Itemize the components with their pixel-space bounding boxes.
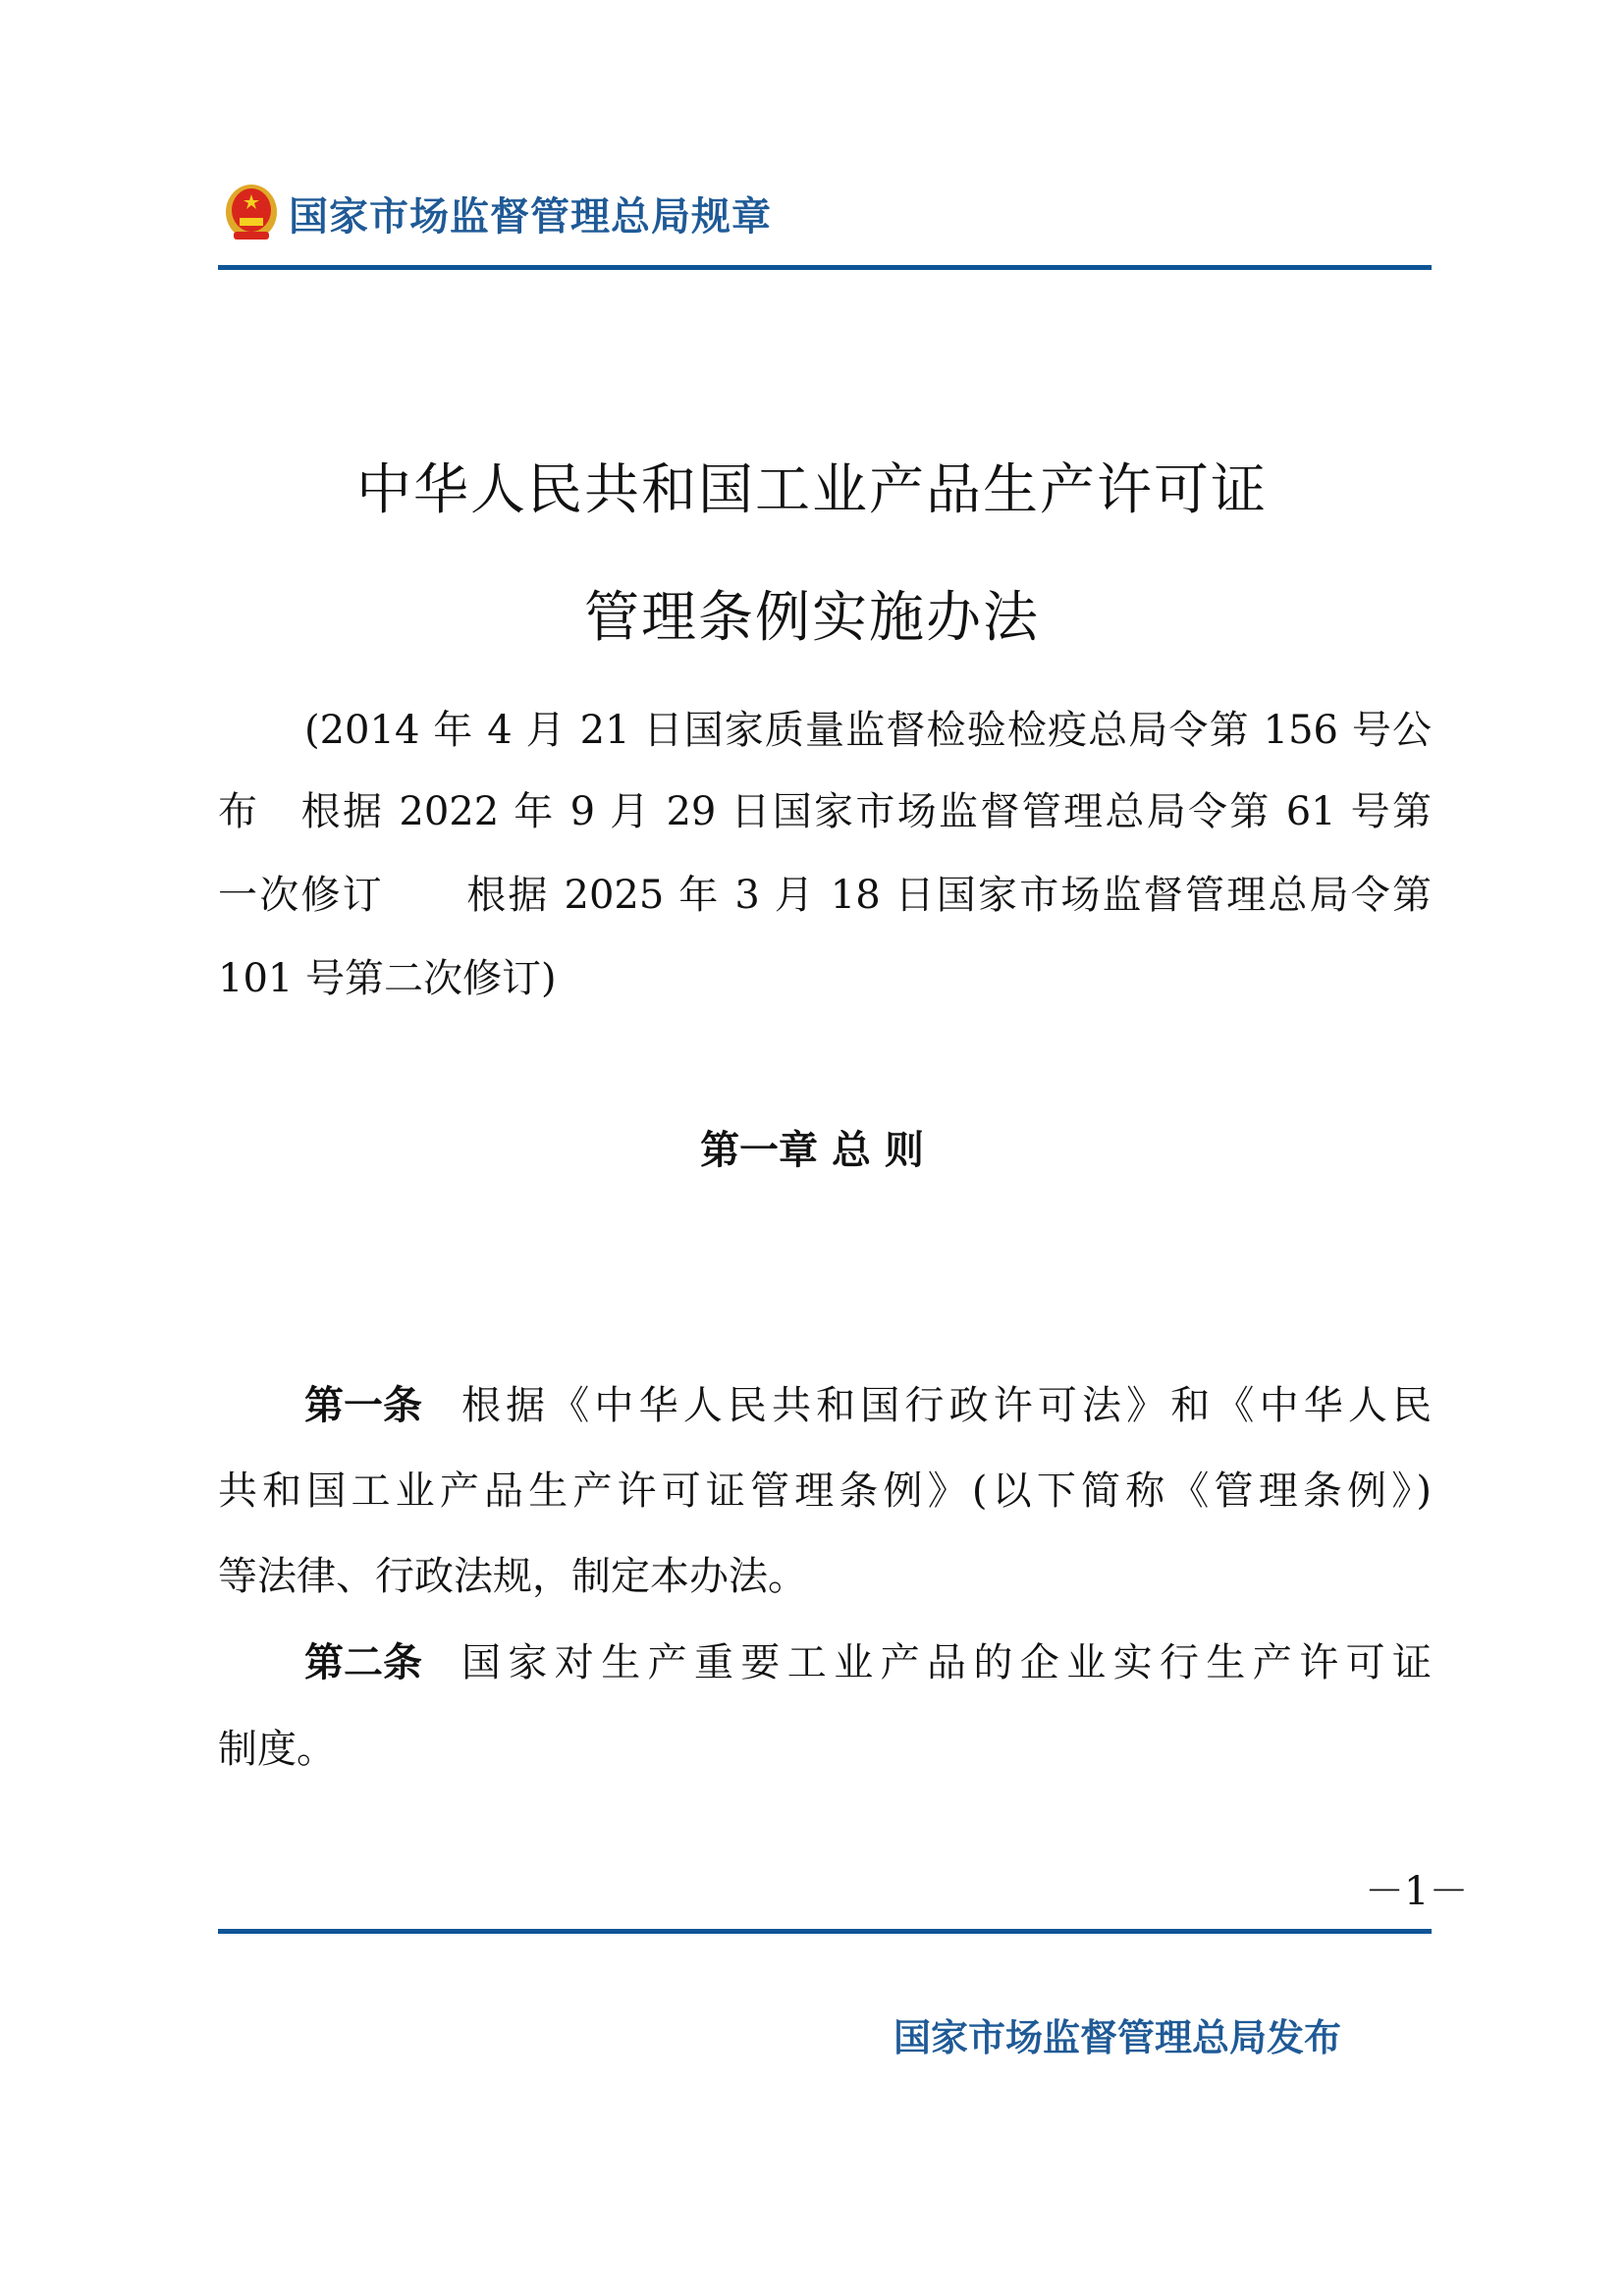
- article-text: 等法律、行政法规，制定本办法。: [218, 1554, 807, 1599]
- header-title: 国家市场监督管理总局规章: [289, 193, 772, 240]
- footer-divider: [218, 1929, 1432, 1934]
- history-line: (2014 年 4 月 21 日国家质量监督检验检疫总局令第 156 号公: [304, 708, 1432, 753]
- chapter-heading: 第一章 总 则: [700, 1128, 924, 1173]
- page-header: [224, 183, 772, 243]
- doc-title-line1: 中华人民共和国工业产品生产许可证: [356, 458, 1268, 522]
- history-line: 布 根据 2022 年 9 月 29 日国家市场监督管理总局令第 61 号第: [218, 789, 1432, 834]
- article-2: [304, 1631, 1432, 1687]
- footer-publisher: 国家市场监督管理总局发布: [893, 2016, 1342, 2059]
- article-label: 第一条: [304, 1383, 422, 1428]
- article-label: 第二条: [304, 1640, 422, 1685]
- header-divider: [218, 265, 1432, 270]
- article-text: 国家对生产重要工业产品的企业实行生产许可证: [461, 1640, 1432, 1685]
- national-emblem-icon: [224, 183, 279, 243]
- article-text: 制度。: [218, 1727, 336, 1772]
- page-number: －1－: [1365, 1869, 1469, 1914]
- article-1: [304, 1374, 1432, 1430]
- article-text: 根据《中华人民共和国行政许可法》和《中华人民: [461, 1383, 1432, 1428]
- article-text: 共和国工业产品生产许可证管理条例》(以下简称《管理条例》): [218, 1468, 1432, 1514]
- history-line: 101 号第二次修订): [218, 956, 557, 1001]
- doc-title-line2: 管理条例实施办法: [584, 586, 1040, 650]
- history-line: 一次修订 根据 2025 年 3 月 18 日国家市场监督管理总局令第: [218, 873, 1432, 918]
